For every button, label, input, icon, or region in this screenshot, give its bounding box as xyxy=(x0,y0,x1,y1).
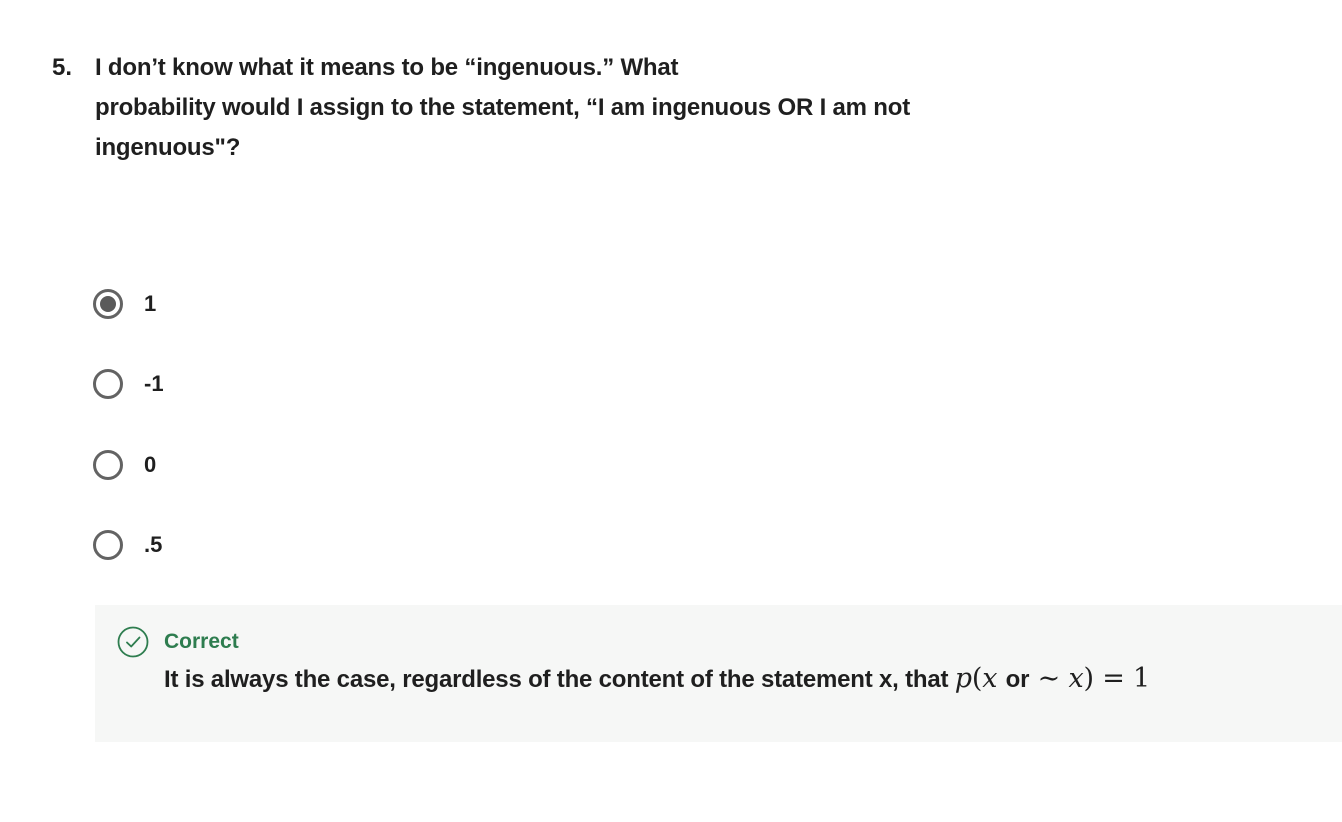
radio-button[interactable] xyxy=(93,530,123,560)
formula-or: or xyxy=(1005,666,1030,693)
radio-button[interactable] xyxy=(93,450,123,480)
formula-x: x xyxy=(982,663,998,694)
feedback-text: It is always the case, regardless of the content of the statement x, that xyxy=(164,666,949,693)
formula-p: p xyxy=(954,663,972,694)
option-label: -1 xyxy=(144,371,164,396)
formula-equals: = xyxy=(1102,663,1125,694)
option-point-5[interactable] xyxy=(93,527,162,563)
question-line: ingenuous"? xyxy=(95,134,241,161)
option-label: 1 xyxy=(144,291,157,316)
option-label: .5 xyxy=(144,532,163,557)
question-number: 5. xyxy=(52,54,73,81)
check-circle-icon xyxy=(117,626,149,658)
feedback-explanation xyxy=(164,662,1150,697)
question-text xyxy=(95,48,995,168)
feedback-status: Correct xyxy=(164,630,239,653)
formula-x: x xyxy=(1068,663,1084,694)
option-0[interactable] xyxy=(93,447,156,483)
option-minus-1[interactable] xyxy=(93,366,164,402)
formula-close-paren: ) xyxy=(1083,663,1094,694)
formula-tilde: ∼ xyxy=(1037,663,1061,694)
question-line: probability would I assign to the statement, “I am ingenuous OR I am not xyxy=(95,94,911,121)
radio-button-selected[interactable] xyxy=(93,289,123,319)
question-line: I don’t know what it means to be “ingenuous.” What xyxy=(95,54,679,81)
feedback-formula xyxy=(955,663,1150,694)
formula-value: 1 xyxy=(1133,663,1151,694)
option-label: 0 xyxy=(144,452,157,477)
feedback-panel xyxy=(95,605,1342,742)
formula-open-paren: ( xyxy=(971,663,983,694)
radio-button[interactable] xyxy=(93,369,123,399)
option-1[interactable] xyxy=(93,286,156,322)
